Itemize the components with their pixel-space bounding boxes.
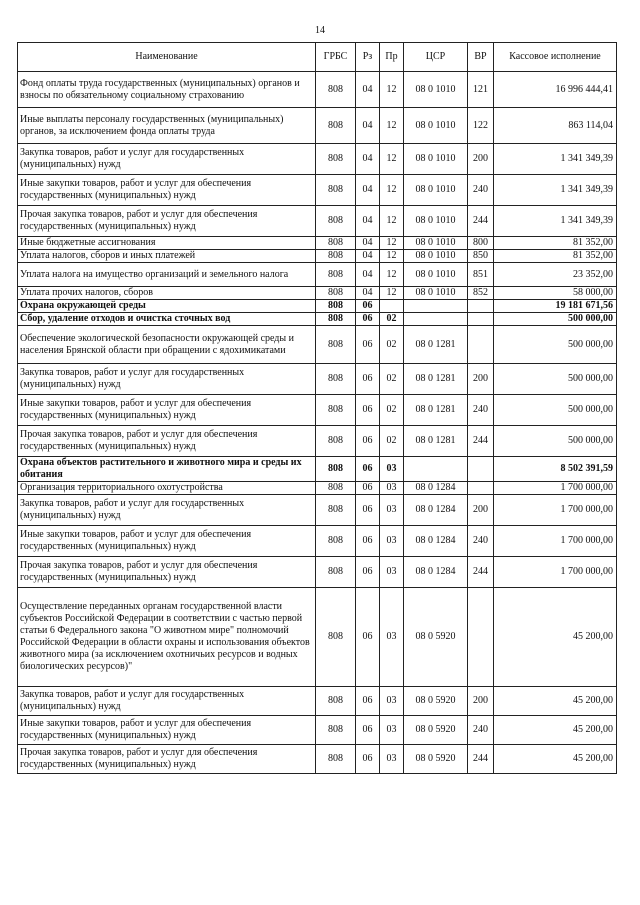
cell-csr: 08 0 1281 <box>404 364 468 395</box>
cell-rz: 06 <box>356 313 380 326</box>
cell-grbs: 808 <box>316 72 356 108</box>
cell-vr: 851 <box>468 263 494 287</box>
cell-csr: 08 0 1284 <box>404 495 468 526</box>
cell-name: Закупка товаров, работ и услуг для государственных (муниципальных) нужд <box>18 364 316 395</box>
cell-vr <box>468 313 494 326</box>
cell-name: Сбор, удаление отходов и очистка сточных вод <box>18 313 316 326</box>
cell-pr: 02 <box>380 364 404 395</box>
cell-rz: 06 <box>356 495 380 526</box>
cell-amount: 500 000,00 <box>494 313 617 326</box>
cell-grbs: 808 <box>316 364 356 395</box>
cell-vr: 240 <box>468 395 494 426</box>
budget-table <box>17 42 617 774</box>
cell-vr: 244 <box>468 745 494 774</box>
table-body <box>18 72 617 774</box>
cell-amount: 23 352,00 <box>494 263 617 287</box>
cell-csr: 08 0 5920 <box>404 588 468 687</box>
cell-amount: 500 000,00 <box>494 426 617 457</box>
cell-amount: 58 000,00 <box>494 287 617 300</box>
cell-grbs: 808 <box>316 745 356 774</box>
cell-csr: 08 0 1284 <box>404 482 468 495</box>
cell-rz: 04 <box>356 287 380 300</box>
table-row <box>18 745 617 774</box>
col-header-amount: Кассовое исполнение <box>494 43 617 72</box>
cell-amount: 81 352,00 <box>494 250 617 263</box>
cell-pr: 12 <box>380 72 404 108</box>
cell-vr: 200 <box>468 495 494 526</box>
cell-grbs: 808 <box>316 426 356 457</box>
table-row <box>18 300 617 313</box>
cell-vr: 850 <box>468 250 494 263</box>
cell-name: Осуществление переданных органам государственной власти субъектов Российской Федерации в соответствии с частью первой статьи 6 Федерального закона "О животном мире" полномочий Российской Федерации в области охраны и использования объектов животного мира (за исключением охотничьих ресурсов и водных биологических ресурсов)" <box>18 588 316 687</box>
table-row <box>18 313 617 326</box>
cell-vr <box>468 482 494 495</box>
cell-grbs: 808 <box>316 588 356 687</box>
cell-name: Закупка товаров, работ и услуг для государственных (муниципальных) нужд <box>18 144 316 175</box>
cell-name: Охрана объектов растительного и животного мира и среды их обитания <box>18 457 316 482</box>
cell-csr <box>404 457 468 482</box>
cell-vr: 200 <box>468 364 494 395</box>
cell-amount: 1 341 349,39 <box>494 175 617 206</box>
cell-csr: 08 0 5920 <box>404 687 468 716</box>
cell-name: Уплата прочих налогов, сборов <box>18 287 316 300</box>
cell-pr: 12 <box>380 108 404 144</box>
cell-amount: 500 000,00 <box>494 364 617 395</box>
cell-name: Иные бюджетные ассигнования <box>18 237 316 250</box>
cell-vr <box>468 326 494 364</box>
table-row <box>18 326 617 364</box>
cell-amount: 81 352,00 <box>494 237 617 250</box>
cell-csr: 08 0 1284 <box>404 526 468 557</box>
cell-grbs: 808 <box>316 716 356 745</box>
cell-csr: 08 0 1281 <box>404 395 468 426</box>
cell-csr: 08 0 1010 <box>404 108 468 144</box>
cell-csr: 08 0 1281 <box>404 326 468 364</box>
cell-pr: 12 <box>380 206 404 237</box>
cell-rz: 06 <box>356 557 380 588</box>
cell-name: Иные закупки товаров, работ и услуг для обеспечения государственных (муниципальных) нужд <box>18 395 316 426</box>
cell-rz: 04 <box>356 263 380 287</box>
cell-csr: 08 0 5920 <box>404 716 468 745</box>
cell-vr: 200 <box>468 687 494 716</box>
cell-name: Прочая закупка товаров, работ и услуг для обеспечения государственных (муниципальных) нужд <box>18 745 316 774</box>
cell-pr: 12 <box>380 237 404 250</box>
cell-csr: 08 0 5920 <box>404 745 468 774</box>
table-row <box>18 716 617 745</box>
cell-pr: 02 <box>380 395 404 426</box>
cell-vr: 240 <box>468 175 494 206</box>
cell-rz: 06 <box>356 745 380 774</box>
cell-pr: 12 <box>380 144 404 175</box>
cell-vr: 200 <box>468 144 494 175</box>
cell-vr: 244 <box>468 426 494 457</box>
cell-csr: 08 0 1010 <box>404 72 468 108</box>
table-row <box>18 237 617 250</box>
cell-name: Прочая закупка товаров, работ и услуг для обеспечения государственных (муниципальных) нужд <box>18 557 316 588</box>
cell-amount: 1 341 349,39 <box>494 206 617 237</box>
cell-rz: 04 <box>356 237 380 250</box>
page-number: 14 <box>315 25 325 36</box>
cell-vr <box>468 457 494 482</box>
cell-csr: 08 0 1284 <box>404 557 468 588</box>
table-row <box>18 687 617 716</box>
table-row <box>18 175 617 206</box>
cell-grbs: 808 <box>316 526 356 557</box>
cell-vr: 244 <box>468 206 494 237</box>
table-row <box>18 250 617 263</box>
cell-pr: 12 <box>380 263 404 287</box>
cell-grbs: 808 <box>316 326 356 364</box>
cell-rz: 04 <box>356 72 380 108</box>
cell-grbs: 808 <box>316 287 356 300</box>
cell-rz: 04 <box>356 108 380 144</box>
cell-rz: 06 <box>356 457 380 482</box>
table-row <box>18 364 617 395</box>
cell-rz: 06 <box>356 687 380 716</box>
cell-grbs: 808 <box>316 175 356 206</box>
table-row <box>18 72 617 108</box>
cell-grbs: 808 <box>316 395 356 426</box>
cell-name: Уплата налогов, сборов и иных платежей <box>18 250 316 263</box>
cell-pr: 03 <box>380 716 404 745</box>
cell-rz: 04 <box>356 175 380 206</box>
table-row <box>18 108 617 144</box>
cell-csr: 08 0 1010 <box>404 206 468 237</box>
cell-grbs: 808 <box>316 237 356 250</box>
cell-grbs: 808 <box>316 557 356 588</box>
table-row <box>18 263 617 287</box>
table-row <box>18 206 617 237</box>
cell-rz: 06 <box>356 526 380 557</box>
cell-csr: 08 0 1010 <box>404 237 468 250</box>
cell-rz: 04 <box>356 206 380 237</box>
cell-name: Фонд оплаты труда государственных (муниципальных) органов и взносы по обязательному социальному страхованию <box>18 72 316 108</box>
col-header-vr: ВР <box>468 43 494 72</box>
cell-name: Обеспечение экологической безопасности окружающей среды и населения Брянской области при обращении с ядохимикатами <box>18 326 316 364</box>
table-row <box>18 482 617 495</box>
cell-vr: 240 <box>468 526 494 557</box>
table-row <box>18 395 617 426</box>
cell-pr <box>380 300 404 313</box>
cell-csr: 08 0 1010 <box>404 144 468 175</box>
cell-pr: 12 <box>380 287 404 300</box>
table-row <box>18 526 617 557</box>
table-row <box>18 557 617 588</box>
cell-vr: 800 <box>468 237 494 250</box>
cell-name: Охрана окружающей среды <box>18 300 316 313</box>
cell-grbs: 808 <box>316 687 356 716</box>
cell-vr <box>468 588 494 687</box>
cell-csr: 08 0 1281 <box>404 426 468 457</box>
cell-grbs: 808 <box>316 313 356 326</box>
col-header-grbs: ГРБС <box>316 43 356 72</box>
cell-rz: 04 <box>356 250 380 263</box>
cell-amount: 1 700 000,00 <box>494 526 617 557</box>
cell-rz: 06 <box>356 426 380 457</box>
cell-pr: 02 <box>380 326 404 364</box>
cell-amount: 500 000,00 <box>494 326 617 364</box>
cell-pr: 03 <box>380 457 404 482</box>
cell-pr: 02 <box>380 313 404 326</box>
col-header-pr: Пр <box>380 43 404 72</box>
cell-pr: 03 <box>380 495 404 526</box>
cell-name: Иные закупки товаров, работ и услуг для обеспечения государственных (муниципальных) нужд <box>18 526 316 557</box>
table-row <box>18 457 617 482</box>
col-header-csr: ЦСР <box>404 43 468 72</box>
cell-csr: 08 0 1010 <box>404 263 468 287</box>
cell-pr: 12 <box>380 250 404 263</box>
cell-pr: 03 <box>380 482 404 495</box>
cell-pr: 03 <box>380 745 404 774</box>
cell-pr: 03 <box>380 526 404 557</box>
col-header-rz: Рз <box>356 43 380 72</box>
cell-name: Прочая закупка товаров, работ и услуг для обеспечения государственных (муниципальных) нужд <box>18 426 316 457</box>
cell-grbs: 808 <box>316 250 356 263</box>
table-row <box>18 426 617 457</box>
cell-grbs: 808 <box>316 300 356 313</box>
cell-name: Закупка товаров, работ и услуг для государственных (муниципальных) нужд <box>18 495 316 526</box>
cell-amount: 45 200,00 <box>494 687 617 716</box>
cell-vr: 244 <box>468 557 494 588</box>
cell-pr: 03 <box>380 588 404 687</box>
table-row <box>18 144 617 175</box>
cell-name: Закупка товаров, работ и услуг для государственных (муниципальных) нужд <box>18 687 316 716</box>
cell-amount: 8 502 391,59 <box>494 457 617 482</box>
cell-grbs: 808 <box>316 495 356 526</box>
cell-amount: 45 200,00 <box>494 716 617 745</box>
cell-name: Иные выплаты персоналу государственных (муниципальных) органов, за исключением фонда оплаты труда <box>18 108 316 144</box>
cell-grbs: 808 <box>316 108 356 144</box>
cell-csr: 08 0 1010 <box>404 287 468 300</box>
cell-vr: 121 <box>468 72 494 108</box>
cell-amount: 19 181 671,56 <box>494 300 617 313</box>
cell-vr: 240 <box>468 716 494 745</box>
cell-amount: 45 200,00 <box>494 588 617 687</box>
cell-rz: 04 <box>356 144 380 175</box>
cell-rz: 06 <box>356 300 380 313</box>
cell-amount: 16 996 444,41 <box>494 72 617 108</box>
cell-vr: 852 <box>468 287 494 300</box>
table-header-row <box>18 43 617 72</box>
col-header-name: Наименование <box>18 43 316 72</box>
cell-grbs: 808 <box>316 457 356 482</box>
cell-rz: 06 <box>356 395 380 426</box>
table-row <box>18 588 617 687</box>
cell-csr <box>404 313 468 326</box>
cell-amount: 45 200,00 <box>494 745 617 774</box>
cell-name: Уплата налога на имущество организаций и земельного налога <box>18 263 316 287</box>
cell-amount: 500 000,00 <box>494 395 617 426</box>
cell-amount: 1 341 349,39 <box>494 144 617 175</box>
cell-vr: 122 <box>468 108 494 144</box>
table-row <box>18 287 617 300</box>
cell-pr: 12 <box>380 175 404 206</box>
cell-name: Прочая закупка товаров, работ и услуг для обеспечения государственных (муниципальных) нужд <box>18 206 316 237</box>
cell-rz: 06 <box>356 716 380 745</box>
cell-rz: 06 <box>356 588 380 687</box>
cell-csr: 08 0 1010 <box>404 175 468 206</box>
cell-pr: 02 <box>380 426 404 457</box>
cell-csr <box>404 300 468 313</box>
cell-name: Организация территориального охотустройства <box>18 482 316 495</box>
table-row <box>18 495 617 526</box>
cell-rz: 06 <box>356 482 380 495</box>
cell-grbs: 808 <box>316 263 356 287</box>
cell-csr: 08 0 1010 <box>404 250 468 263</box>
cell-rz: 06 <box>356 326 380 364</box>
cell-amount: 1 700 000,00 <box>494 495 617 526</box>
cell-amount: 863 114,04 <box>494 108 617 144</box>
cell-grbs: 808 <box>316 482 356 495</box>
cell-amount: 1 700 000,00 <box>494 557 617 588</box>
cell-grbs: 808 <box>316 206 356 237</box>
cell-amount: 1 700 000,00 <box>494 482 617 495</box>
cell-vr <box>468 300 494 313</box>
cell-name: Иные закупки товаров, работ и услуг для обеспечения государственных (муниципальных) нужд <box>18 716 316 745</box>
cell-rz: 06 <box>356 364 380 395</box>
cell-name: Иные закупки товаров, работ и услуг для обеспечения государственных (муниципальных) нужд <box>18 175 316 206</box>
cell-pr: 03 <box>380 687 404 716</box>
cell-grbs: 808 <box>316 144 356 175</box>
cell-pr: 03 <box>380 557 404 588</box>
